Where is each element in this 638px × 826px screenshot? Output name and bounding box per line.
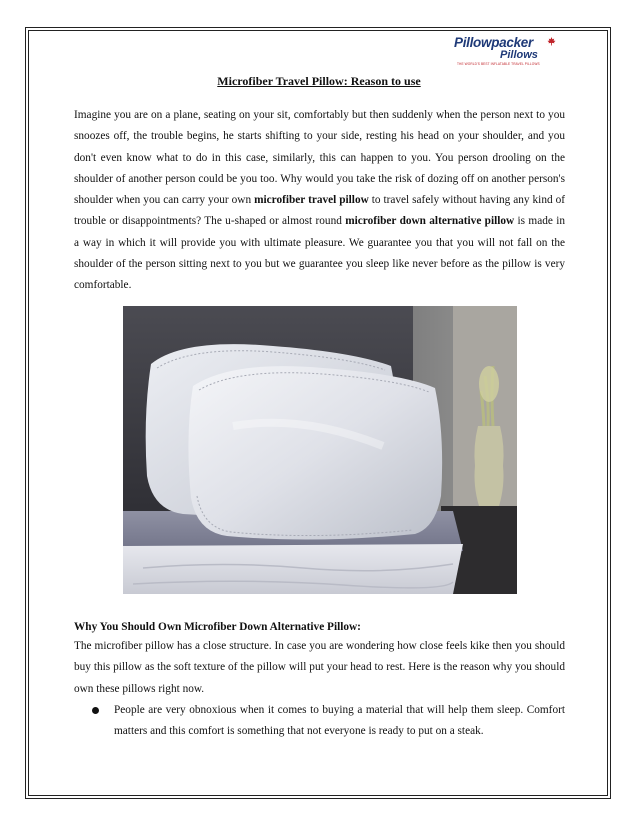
bullet-list xyxy=(74,700,565,743)
bullet-text: People are very obnoxious when it comes to buying a material that will help them sleep. Comfort matters and this comfort is something that not everyone is ready to put on a steak. xyxy=(114,704,565,738)
pillow-photo xyxy=(123,306,517,594)
text-run: Imagine you are on a plane, seating on your sit, comfortably but then suddenly when the person next to you snoozes off, the trouble begins, he starts shifting to your side, resting his head on your shoulder, and you don't even know what to do in this case, similarly, this can happen to you. You person drooling on the shoulder of another person could be you too. Why would you take the risk of dozing off on another person's shoulder when you can carry your own xyxy=(74,109,565,207)
bold-keyword: microfiber down alternative pillow xyxy=(345,215,515,228)
bullet-icon xyxy=(92,707,99,714)
logo-brand: Pillowpacker xyxy=(454,35,533,50)
document-title: Microfiber Travel Pillow: Reason to use xyxy=(217,74,421,88)
intro-paragraph xyxy=(74,105,565,297)
text-run: to travel safely without having any kind of trouble or disappointments? The u-shaped or almost round xyxy=(74,194,565,228)
logo-tagline: THE WORLD'S BEST INFLATABLE TRAVEL PILLOWS xyxy=(457,62,540,66)
bold-keyword: microfiber travel pillow xyxy=(254,194,369,207)
pillowpacker-logo xyxy=(454,36,584,66)
logo-brand-line2: Pillows xyxy=(500,49,538,61)
maple-leaf-icon xyxy=(547,37,556,46)
pillow-photo-graphic xyxy=(123,306,517,594)
list-item xyxy=(74,700,565,743)
section-heading: Why You Should Own Microfiber Down Alternative Pillow: xyxy=(74,621,361,633)
text-run: is made in a way in which it will provide you with ultimate pleasure. We guarantee you that you will not fall on the shoulder of the person sitting next to you but we guarantee you sleep like never before as the pillow is very comfortable. xyxy=(74,215,565,292)
section-paragraph: The microfiber pillow has a close structure. In case you are wondering how close feels kike then you should buy this pillow as the soft texture of the pillow will put your head to rest. Here is the reason why you should own these pillows right now. xyxy=(74,640,565,695)
